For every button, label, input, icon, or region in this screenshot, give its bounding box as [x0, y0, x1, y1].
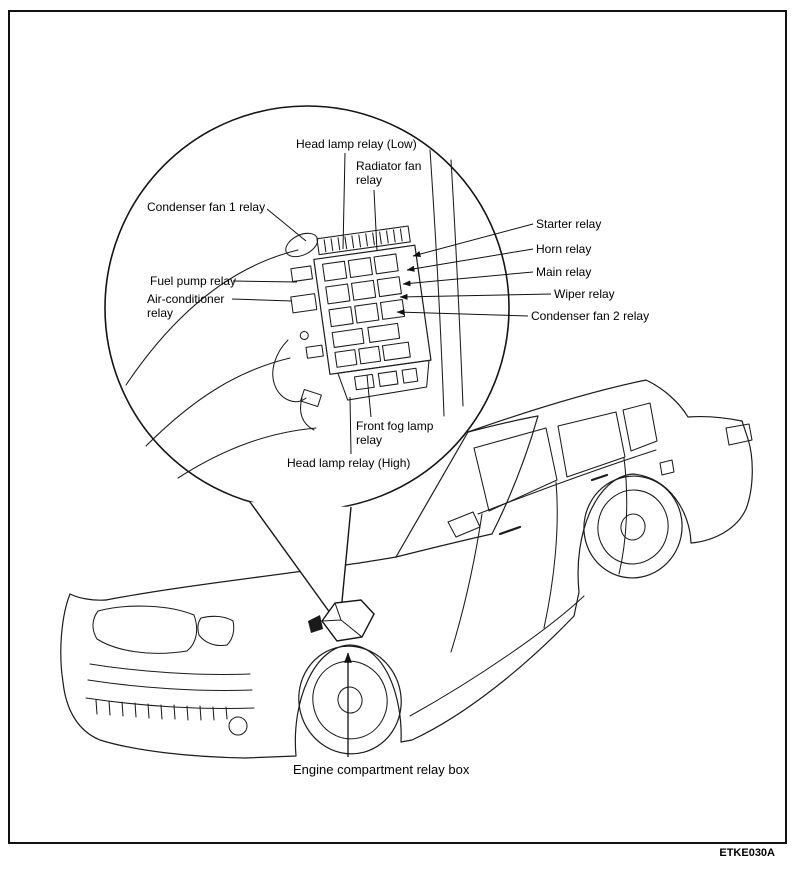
- marker-connector: [308, 615, 323, 633]
- label-head-lamp-relay-low: Head lamp relay (Low): [296, 137, 417, 151]
- label-main-relay: Main relay: [536, 265, 592, 279]
- label-condenser-fan-1-relay: Condenser fan 1 relay: [147, 200, 266, 214]
- car-front-top: [70, 594, 106, 600]
- car-windshield-edge: [492, 416, 538, 534]
- car-cowl: [396, 534, 492, 557]
- turn-signal-lamp: [198, 616, 234, 645]
- front-wheel: [287, 635, 413, 766]
- car-trunk-roof: [468, 380, 742, 432]
- label-horn-relay: Horn relay: [536, 242, 592, 256]
- figure-code: ETKE030A: [719, 847, 775, 859]
- door-handles: [500, 475, 607, 534]
- label-starter-relay: Starter relay: [536, 217, 602, 231]
- side-mirror: [448, 512, 480, 537]
- label-condenser-fan-2-relay: Condenser fan 2 relay: [531, 309, 650, 323]
- car-hood-edge: [106, 557, 396, 600]
- headlamp: [93, 606, 197, 653]
- label-head-lamp-relay-high: Head lamp relay (High): [287, 456, 411, 470]
- quarter-window: [623, 403, 657, 451]
- car-windshield-top: [468, 416, 538, 432]
- magnifier-tail-mask: [250, 502, 351, 617]
- label-radiator-fan-relay: Radiator fan relay: [356, 159, 422, 188]
- label-wiper-relay: Wiper relay: [554, 287, 615, 301]
- rear-wheel: [574, 467, 691, 587]
- door-cut-lines: [451, 458, 627, 652]
- fog-lamp: [229, 717, 247, 735]
- fuel-door: [660, 460, 674, 475]
- tail-lamp: [726, 424, 752, 445]
- bumper-lines: [86, 664, 254, 709]
- figure-caption: Engine compartment relay box: [293, 762, 470, 777]
- label-fuel-pump-relay: Fuel pump relay: [150, 274, 237, 288]
- front-door-window: [474, 428, 557, 511]
- grille-hatch: [96, 700, 227, 720]
- side-crease: [410, 596, 584, 716]
- label-air-conditioner-relay: Air-conditioner relay: [147, 292, 225, 321]
- label-front-fog-lamp-relay: Front fog lamp relay: [356, 419, 434, 448]
- rear-door-window: [558, 412, 625, 477]
